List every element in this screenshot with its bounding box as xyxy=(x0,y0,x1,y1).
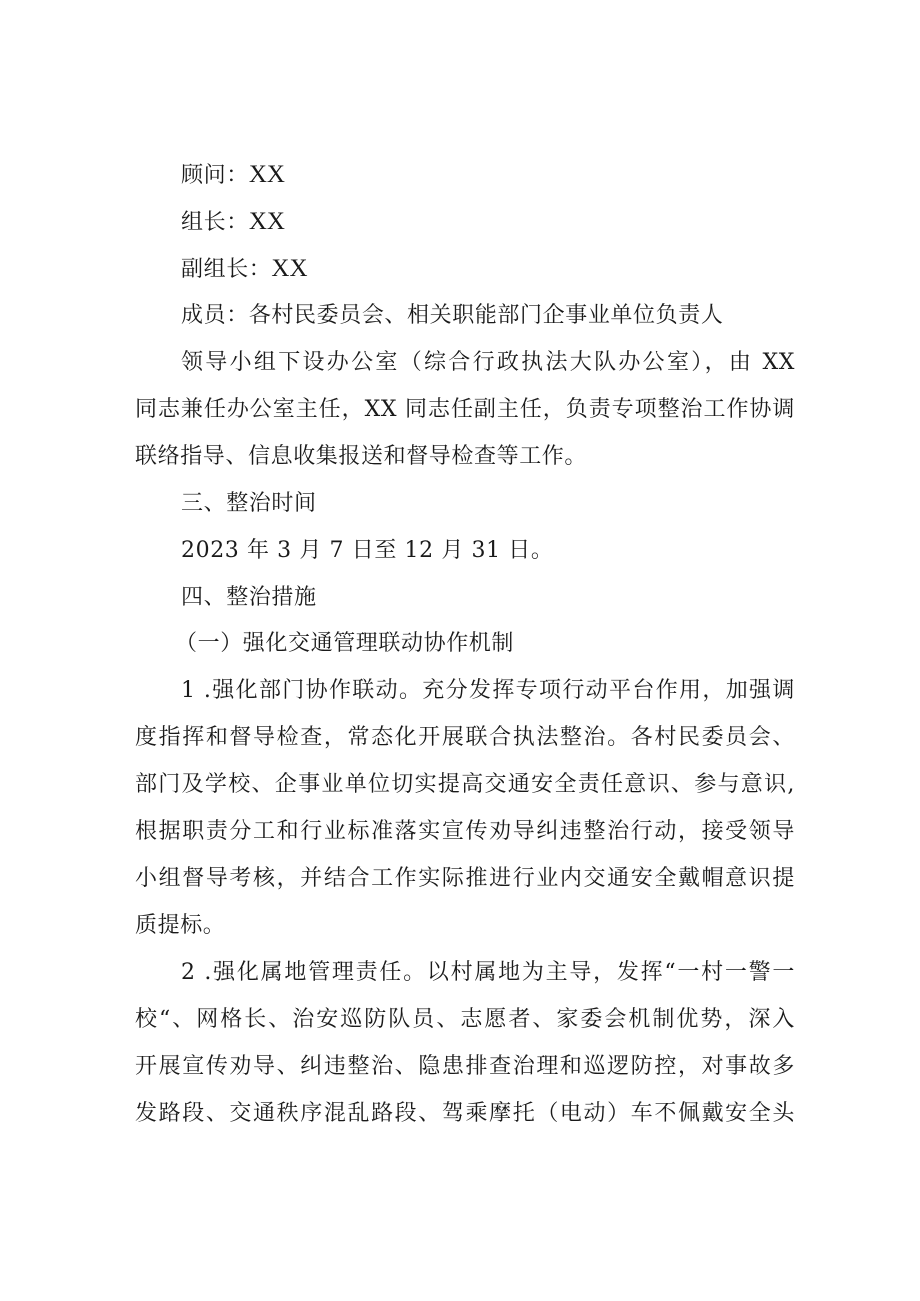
deputy-leader-label: 副组长： xyxy=(181,257,272,282)
members-value: 各村民委员会、相关职能部门企事业单位负责人 xyxy=(248,303,724,328)
office-paragraph-line-3: 联络指导、信息收集报送和督导检查等工作。 xyxy=(135,444,588,469)
item-2-line-3: 开展宣传劝导、纠违整治、隐患排查治理和巡逻防控，对事故多 xyxy=(135,1054,795,1079)
section-4-heading: 四、整治措施 xyxy=(181,585,317,610)
deputy-leader-value: XX xyxy=(271,255,308,282)
item-2-line-1: 2 .强化属地管理责任。以村属地为主导，发挥“一村一警一 xyxy=(181,960,795,985)
members-line xyxy=(181,301,841,331)
item-2-line-4: 发路段、交通秩序混乱路段、驾乘摩托（电动）车不佩戴安全头 xyxy=(135,1101,795,1126)
advisor-value: XX xyxy=(248,161,285,188)
item-1-line-3: 部门及学校、企事业单位切实提高交通安全责任意识、参与意识, xyxy=(135,772,795,797)
item-2-line-2: 校“、网格长、治安巡防队员、志愿者、家委会机制优势，深入 xyxy=(135,1007,795,1032)
item-1-line-5: 小组督导考核，并结合工作实际推进行业内交通安全戴帽意识提 xyxy=(135,866,795,891)
item-1-line-4: 根据职责分工和行业标准落实宣传劝导纠违整治行动，接受领导 xyxy=(135,819,795,844)
deputy-leader-line xyxy=(181,254,841,285)
leader-label: 组长： xyxy=(181,210,249,235)
item-1-line-6: 质提标。 xyxy=(135,913,226,938)
members-label: 成员： xyxy=(181,303,249,328)
leader-value: XX xyxy=(248,208,285,235)
office-paragraph-line-2: 同志兼任办公室主任，XX 同志任副主任，负责专项整治工作协调 xyxy=(135,397,795,422)
office-paragraph-line-1: 领导小组下设办公室（综合行政执法大队办公室），由 XX xyxy=(181,350,795,375)
item-1-line-2: 度指挥和督导检查，常态化开展联合执法整治。各村民委员会、 xyxy=(135,725,795,750)
item-1-line-1: 1 .强化部门协作联动。充分发挥专项行动平台作用，加强调 xyxy=(181,678,795,703)
advisor-label: 顾问： xyxy=(181,163,249,188)
leader-line xyxy=(181,207,841,238)
subsection-1-heading: （一）强化交通管理联动协作机制 xyxy=(175,631,515,656)
section-3-content: 2023 年 3 月 7 日至 12 月 31 日。 xyxy=(181,538,554,563)
section-3-heading: 三、整治时间 xyxy=(181,491,317,516)
advisor-line xyxy=(181,160,841,191)
